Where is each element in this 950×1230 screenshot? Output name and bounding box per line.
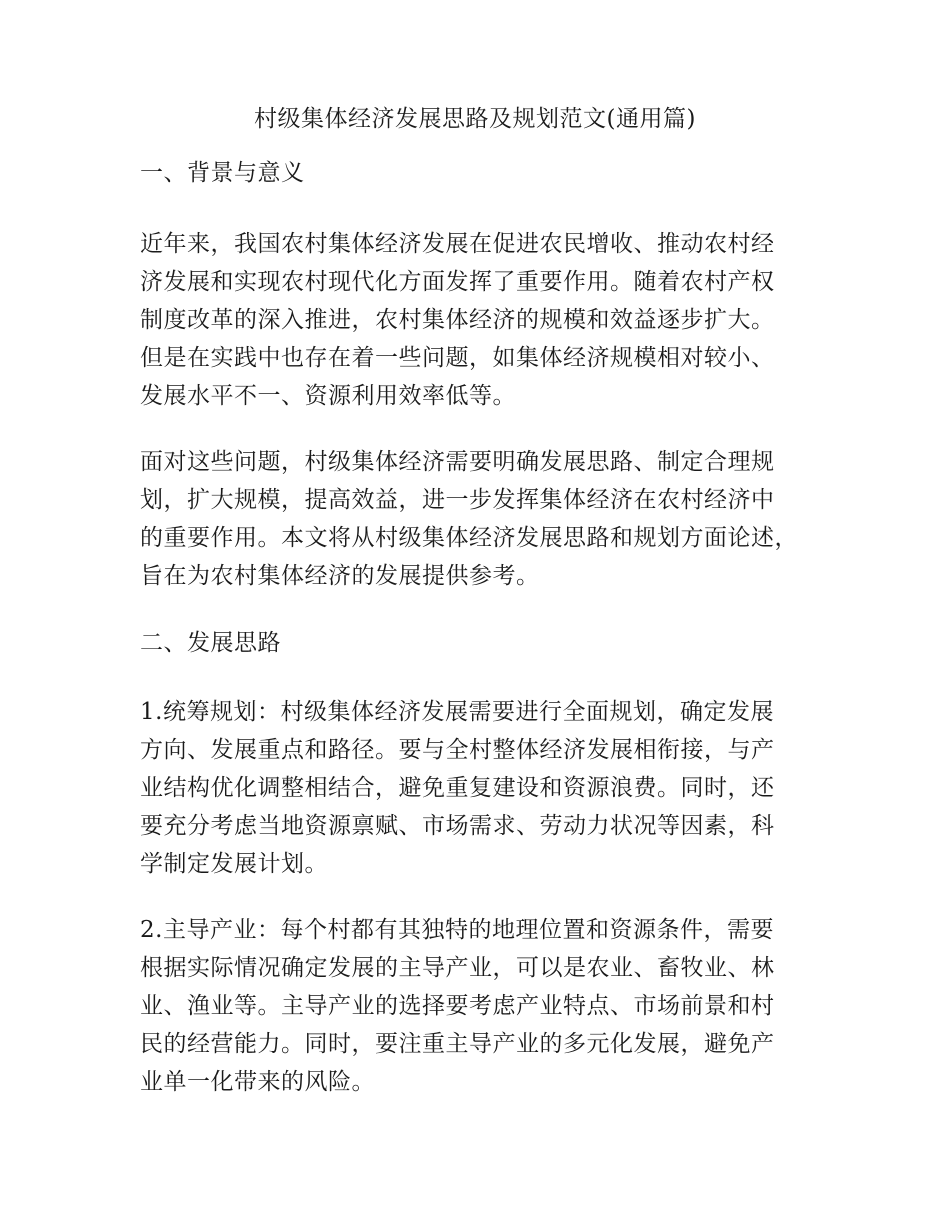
text-line: 旨在为农村集体经济的发展提供参考。 xyxy=(140,563,540,589)
text-line: 民的经营能力。同时，要注重主导产业的多元化发展，避免产 xyxy=(140,1031,775,1057)
text-line: 根据实际情况确定发展的主导产业，可以是农业、畜牧业、林 xyxy=(140,955,775,981)
section-heading-background: 一、背景与意义 xyxy=(140,160,305,186)
text-line: 但是在实践中也存在着一些问题，如集体经济规模相对较小、 xyxy=(140,345,775,371)
text-line: 方向、发展重点和路径。要与全村整体经济发展相衔接，与产 xyxy=(140,737,775,763)
text-line: 业、渔业等。主导产业的选择要考虑产业特点、市场前景和村 xyxy=(140,993,775,1019)
text-line: 制度改革的深入推进，农村集体经济的规模和效益逐步扩大。 xyxy=(140,307,775,333)
text-line: 要充分考虑当地资源禀赋、市场需求、劳动力状况等因素，科 xyxy=(140,813,775,839)
text-line: 划，扩大规模，提高效益，进一步发挥集体经济在农村经济中 xyxy=(140,487,775,513)
paragraph-background-2 xyxy=(140,443,820,595)
text-line: 发展水平不一、资源利用效率低等。 xyxy=(140,383,516,409)
text-line: 的重要作用。本文将从村级集体经济发展思路和规划方面论述， xyxy=(140,525,798,551)
paragraph-background-1 xyxy=(140,225,820,415)
text-line: 1.统筹规划：村级集体经济发展需要进行全面规划，确定发展 xyxy=(140,699,774,725)
text-line: 2.主导产业：每个村都有其独特的地理位置和资源条件，需要 xyxy=(140,917,774,943)
document-title: 村级集体经济发展思路及规划范文(通用篇) xyxy=(254,106,696,132)
paragraph-development-2 xyxy=(140,911,820,1101)
paragraph-development-1 xyxy=(140,693,820,883)
text-line: 学制定发展计划。 xyxy=(140,851,328,877)
text-line: 面对这些问题，村级集体经济需要明确发展思路、制定合理规 xyxy=(140,449,775,475)
section-heading-development: 二、发展思路 xyxy=(140,630,281,656)
text-line: 业单一化带来的风险。 xyxy=(140,1069,375,1095)
text-line: 济发展和实现农村现代化方面发挥了重要作用。随着农村产权 xyxy=(140,269,775,295)
text-line: 近年来，我国农村集体经济发展在促进农民增收、推动农村经 xyxy=(140,231,775,257)
text-line: 业结构优化调整相结合，避免重复建设和资源浪费。同时，还 xyxy=(140,775,775,801)
